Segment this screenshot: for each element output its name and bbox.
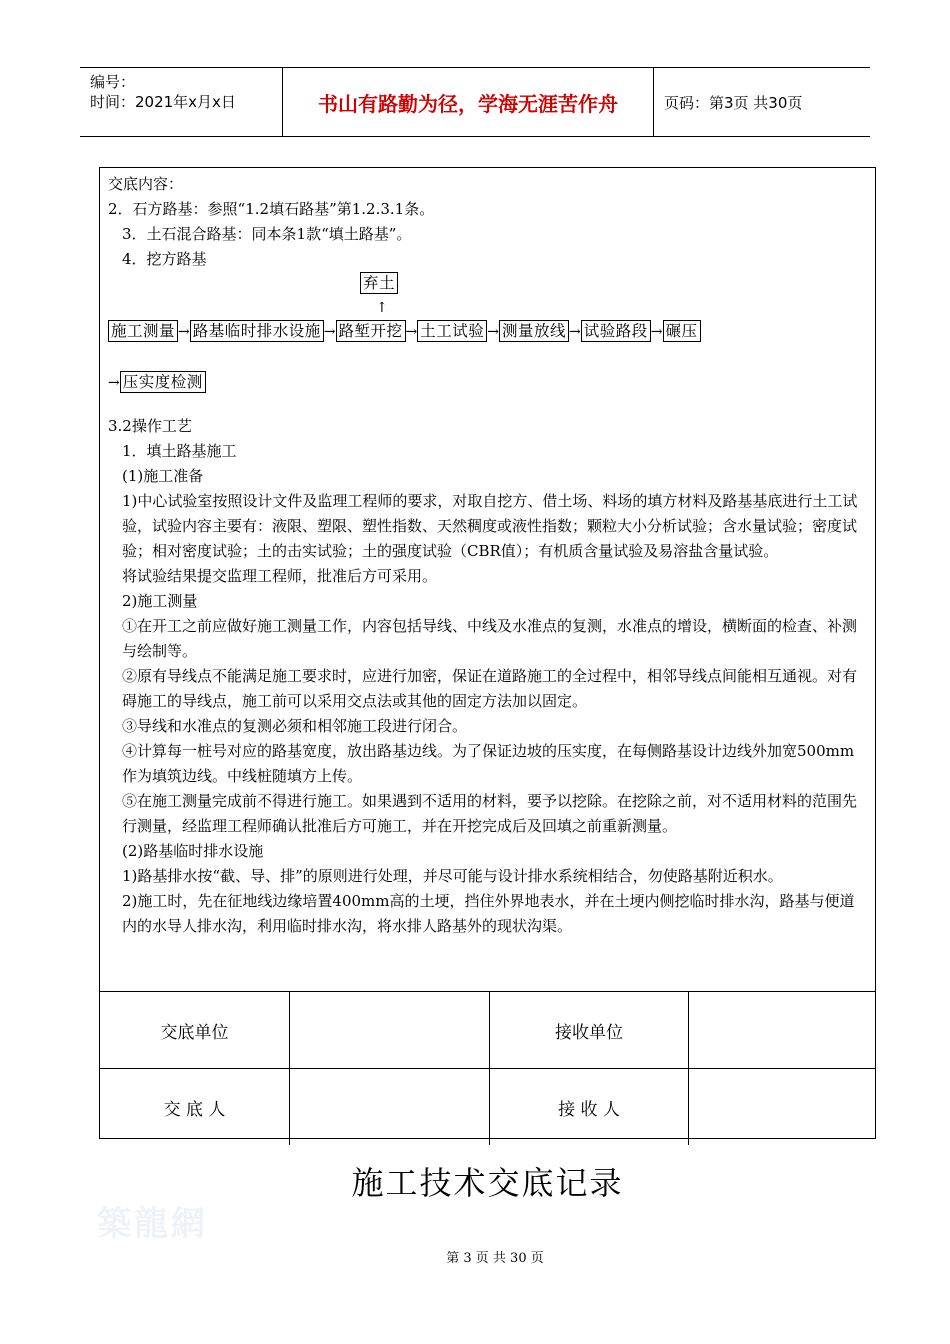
flow-step-1: 施工测量	[108, 320, 178, 342]
excavation-flowchart	[108, 272, 866, 400]
item-4: 4．挖方路基	[122, 250, 207, 268]
page-header	[80, 67, 870, 137]
flow-step-6: 试验路段	[581, 320, 651, 342]
para-survey-1: ①在开工之前应做好施工测量工作，内容包括导线、中线及水准点的复测，水准点的增设，横断面的检查、补测与绘制等。	[122, 617, 858, 660]
para-prep: (1)施工准备	[122, 467, 204, 485]
disclosure-content-box	[99, 167, 876, 1139]
para-submit: 将试验结果提交监理工程师，批准后方可采用。	[122, 567, 438, 585]
issuer-value[interactable]	[290, 1069, 490, 1146]
flow-second-row	[108, 370, 206, 396]
para-survey: 2)施工测量	[122, 592, 198, 610]
para-lab-tests: 1)中心试验室按照设计文件及监理工程师的要求，对取自挖方、借土场、料场的填方材料及路基基底进行土工试验，试验内容主要有：液限、塑限、塑性指数、天然稠度或液性指数；颗粒大小分析试验；含水量试验；密度试验；相对密度试验；土的击实试验；土的强度试验（CBR值）；有机质含量试验及易溶盐含量试验。	[122, 492, 858, 560]
table-row	[100, 1069, 875, 1146]
para-survey-5: ⑤在施工测量完成前不得进行施工。如果遇到不适用的材料，要予以挖除。在挖除之前，对不适用材料的范围先行测量，经监理工程师确认批准后方可施工，并在开挖完成后及回填之前重新测量。	[122, 792, 858, 835]
receiver-value[interactable]	[689, 1069, 876, 1146]
receiving-unit-value[interactable]	[689, 992, 876, 1069]
content-intro: 交底内容：	[108, 175, 184, 193]
page-title: 施工技术交底记录	[351, 1164, 624, 1202]
flow-step-3: 路堑开挖	[336, 320, 406, 342]
flow-arrow: →	[178, 324, 190, 340]
flow-main-row	[108, 319, 701, 345]
page-footer: 第 3 页 共 30 页	[446, 1251, 544, 1266]
para-survey-2: ②原有导线点不能满足施工要求时，应进行加密，保证在道路施工的全过程中，相邻导线点间能相互通视。对有碍施工的导线点，施工前可以采用交点法或其他的固定方法加以固定。	[122, 667, 858, 710]
flow-step-5: 测量放线	[499, 320, 569, 342]
item-3: 3．土石混合路基：同本条1款“填土路基”。	[122, 225, 412, 243]
issuing-unit-label: 交底单位	[100, 992, 290, 1069]
flow-box-waste-soil: 弃土	[360, 272, 398, 294]
flow-step-2: 路基临时排水设施	[190, 320, 324, 342]
flow-up-arrow: ↑	[376, 300, 388, 316]
table-row	[100, 992, 875, 1069]
disclosure-content	[108, 172, 866, 939]
section-3-2: 3.2操作工艺	[108, 417, 192, 435]
flow-arrow: →	[405, 324, 418, 340]
flow-step-compaction-test: 压实度检测	[120, 371, 206, 393]
receiving-unit-label: 接收单位	[490, 992, 689, 1069]
watermark-logo: 築龍網	[97, 1204, 208, 1244]
flow-arrow: →	[487, 324, 499, 340]
flow-arrow: →	[650, 324, 663, 340]
issuing-unit-value[interactable]	[290, 992, 490, 1069]
para-survey-3: ③导线和水准点的复测必须和相邻施工段进行闭合。	[122, 717, 468, 735]
flow-step-7: 碾压	[663, 320, 701, 342]
para-drainage-1: 1)路基排水按“截、导、排”的原则进行处理，并尽可能与设计排水系统相结合，勿使路基附近积水。	[122, 867, 783, 885]
header-page-info: 页码：第3页 共30页	[664, 93, 803, 112]
header-meta	[80, 68, 282, 136]
signature-table	[100, 991, 875, 1145]
para-drainage: (2)路基临时排水设施	[122, 842, 264, 860]
flow-arrow: →	[569, 324, 581, 340]
receiver-label: 接 收 人	[490, 1069, 689, 1146]
item-2: 2．石方路基：参照“1.2填石路基”第1.2.3.1条。	[108, 200, 435, 218]
flow-arrow: →	[108, 375, 120, 391]
number-label: 编号：	[90, 73, 136, 91]
para-fill-subgrade: 1．填土路基施工	[122, 442, 237, 460]
flow-step-4: 土工试验	[417, 320, 487, 342]
flow-arrow: →	[323, 324, 336, 340]
para-survey-4: ④计算每一桩号对应的路基宽度，放出路基边线。为了保证边坡的压实度，在每侧路基设计边线外加宽500mm作为填筑边线。中线桩随填方上传。	[122, 742, 855, 785]
issuer-label: 交 底 人	[100, 1069, 290, 1146]
header-slogan: 书山有路勤为径，学海无涯苦作舟	[282, 68, 654, 136]
para-drainage-2: 2)施工时，先在征地线边缘培置400mm高的土埂，挡住外界地表水，并在土埂内侧挖临时排水沟，路基与便道内的水导人排水沟，利用临时排水沟，将水排人路基外的现状沟渠。	[122, 892, 855, 935]
time-label: 时间：2021年x月x日	[90, 93, 236, 111]
